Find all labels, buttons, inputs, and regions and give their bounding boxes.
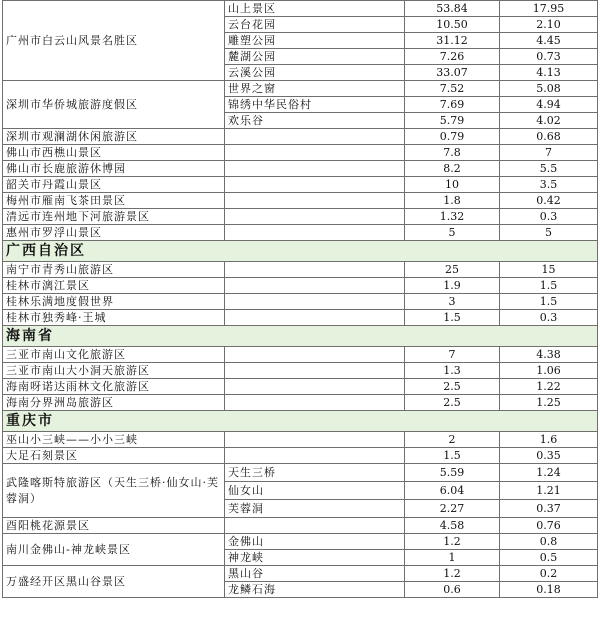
sub-area-name: 芙蓉洞	[225, 500, 405, 518]
value-2: 4.13	[500, 65, 598, 81]
region-title: 重庆市	[3, 411, 598, 432]
value-1: 0.79	[405, 129, 500, 145]
area-name: 深圳市观澜湖休闲旅游区	[3, 129, 225, 145]
value-1: 1.3	[405, 363, 500, 379]
area-name: 南宁市青秀山旅游区	[3, 262, 225, 278]
value-1: 3	[405, 294, 500, 310]
table-row	[3, 347, 598, 363]
value-1: 7.52	[405, 81, 500, 97]
table-row	[3, 1, 598, 17]
table-row	[3, 161, 598, 177]
area-name: 三亚市南山大小洞天旅游区	[3, 363, 225, 379]
area-name: 桂林市独秀峰·王城	[3, 310, 225, 326]
empty-cell	[225, 278, 405, 294]
value-2: 0.73	[500, 49, 598, 65]
sub-area-name: 欢乐谷	[225, 113, 405, 129]
area-name: 海南分界洲岛旅游区	[3, 395, 225, 411]
value-2: 1.5	[500, 294, 598, 310]
area-name: 桂林乐满地度假世界	[3, 294, 225, 310]
area-name: 佛山市长鹿旅游休博园	[3, 161, 225, 177]
value-1: 7.69	[405, 97, 500, 113]
value-2: 4.45	[500, 33, 598, 49]
area-name: 巫山小三峡——小小三峡	[3, 432, 225, 448]
sub-area-name: 云台花园	[225, 17, 405, 33]
table-row	[3, 379, 598, 395]
value-2: 1.6	[500, 432, 598, 448]
value-2: 0.76	[500, 518, 598, 534]
table-row	[3, 395, 598, 411]
area-name: 清远市连州地下河旅游景区	[3, 209, 225, 225]
region-header-hainan	[3, 326, 598, 347]
value-1: 0.6	[405, 582, 500, 598]
area-name: 万盛经开区黑山谷景区	[3, 566, 225, 598]
table-row	[3, 278, 598, 294]
value-2: 0.35	[500, 448, 598, 464]
value-2: 17.95	[500, 1, 598, 17]
table-row	[3, 363, 598, 379]
value-1: 2.5	[405, 379, 500, 395]
table-row	[3, 81, 598, 97]
empty-cell	[225, 347, 405, 363]
area-name: 桂林市漓江景区	[3, 278, 225, 294]
table-row	[3, 432, 598, 448]
area-name: 三亚市南山文化旅游区	[3, 347, 225, 363]
sub-area-name: 锦绣中华民俗村	[225, 97, 405, 113]
value-1: 1.5	[405, 448, 500, 464]
value-1: 1.9	[405, 278, 500, 294]
empty-cell	[225, 193, 405, 209]
value-2: 0.37	[500, 500, 598, 518]
value-2: 0.3	[500, 209, 598, 225]
table-row	[3, 464, 598, 482]
region-header-chongqing	[3, 411, 598, 432]
empty-cell	[225, 161, 405, 177]
value-2: 0.3	[500, 310, 598, 326]
value-1: 10.50	[405, 17, 500, 33]
sub-area-name: 龙鳞石海	[225, 582, 405, 598]
value-1: 25	[405, 262, 500, 278]
value-1: 2.5	[405, 395, 500, 411]
value-2: 1.24	[500, 464, 598, 482]
table-row	[3, 534, 598, 550]
value-1: 5.79	[405, 113, 500, 129]
value-1: 7	[405, 347, 500, 363]
empty-cell	[225, 209, 405, 225]
value-2: 5.08	[500, 81, 598, 97]
sub-area-name: 山上景区	[225, 1, 405, 17]
table-row	[3, 262, 598, 278]
region-title: 广西自治区	[3, 241, 598, 262]
table-row	[3, 225, 598, 241]
value-1: 2.27	[405, 500, 500, 518]
empty-cell	[225, 145, 405, 161]
value-1: 1.32	[405, 209, 500, 225]
value-1: 33.07	[405, 65, 500, 81]
sub-area-name: 仙女山	[225, 482, 405, 500]
value-1: 53.84	[405, 1, 500, 17]
value-1: 10	[405, 177, 500, 193]
value-1: 2	[405, 432, 500, 448]
value-1: 1	[405, 550, 500, 566]
table-row	[3, 209, 598, 225]
value-2: 0.8	[500, 534, 598, 550]
area-name: 大足石刻景区	[3, 448, 225, 464]
empty-cell	[225, 432, 405, 448]
value-2: 15	[500, 262, 598, 278]
table-row	[3, 310, 598, 326]
area-name: 韶关市丹霞山景区	[3, 177, 225, 193]
table-row	[3, 448, 598, 464]
value-1: 8.2	[405, 161, 500, 177]
value-2: 7	[500, 145, 598, 161]
area-name: 武隆喀斯特旅游区（天生三桥·仙女山·芙蓉洞）	[3, 464, 225, 518]
empty-cell	[225, 518, 405, 534]
area-name: 惠州市罗浮山景区	[3, 225, 225, 241]
value-2: 0.68	[500, 129, 598, 145]
table-row	[3, 566, 598, 582]
region-header-guangxi	[3, 241, 598, 262]
value-2: 0.5	[500, 550, 598, 566]
value-1: 31.12	[405, 33, 500, 49]
value-2: 4.02	[500, 113, 598, 129]
value-1: 7.26	[405, 49, 500, 65]
sub-area-name: 世界之窗	[225, 81, 405, 97]
region-title: 海南省	[3, 326, 598, 347]
empty-cell	[225, 379, 405, 395]
value-2: 0.18	[500, 582, 598, 598]
table-row	[3, 145, 598, 161]
area-name: 南川金佛山-神龙峡景区	[3, 534, 225, 566]
sub-area-name: 天生三桥	[225, 464, 405, 482]
value-1: 6.04	[405, 482, 500, 500]
area-name: 梅州市雁南飞茶田景区	[3, 193, 225, 209]
value-2: 1.25	[500, 395, 598, 411]
value-1: 4.58	[405, 518, 500, 534]
table-row	[3, 129, 598, 145]
value-2: 4.38	[500, 347, 598, 363]
value-2: 5.5	[500, 161, 598, 177]
area-name: 酉阳桃花源景区	[3, 518, 225, 534]
sub-area-name: 麓湖公园	[225, 49, 405, 65]
value-2: 1.5	[500, 278, 598, 294]
empty-cell	[225, 395, 405, 411]
value-1: 1.8	[405, 193, 500, 209]
value-2: 1.06	[500, 363, 598, 379]
value-2: 1.21	[500, 482, 598, 500]
empty-cell	[225, 225, 405, 241]
scenic-area-table	[2, 0, 598, 598]
value-2: 3.5	[500, 177, 598, 193]
value-1: 7.8	[405, 145, 500, 161]
value-2: 5	[500, 225, 598, 241]
empty-cell	[225, 129, 405, 145]
empty-cell	[225, 448, 405, 464]
value-2: 1.22	[500, 379, 598, 395]
empty-cell	[225, 294, 405, 310]
area-name: 佛山市西樵山景区	[3, 145, 225, 161]
value-1: 5.59	[405, 464, 500, 482]
area-name: 深圳市华侨城旅游度假区	[3, 81, 225, 129]
value-1: 1.2	[405, 566, 500, 582]
value-1: 1.2	[405, 534, 500, 550]
value-2: 0.2	[500, 566, 598, 582]
empty-cell	[225, 310, 405, 326]
sub-area-name: 神龙峡	[225, 550, 405, 566]
empty-cell	[225, 363, 405, 379]
value-2: 2.10	[500, 17, 598, 33]
value-1: 5	[405, 225, 500, 241]
table-row	[3, 177, 598, 193]
empty-cell	[225, 177, 405, 193]
sub-area-name: 云溪公园	[225, 65, 405, 81]
value-2: 0.42	[500, 193, 598, 209]
table-row	[3, 518, 598, 534]
sub-area-name: 雕塑公园	[225, 33, 405, 49]
value-2: 4.94	[500, 97, 598, 113]
table-row	[3, 193, 598, 209]
value-1: 1.5	[405, 310, 500, 326]
sub-area-name: 金佛山	[225, 534, 405, 550]
area-name: 广州市白云山风景名胜区	[3, 1, 225, 81]
sub-area-name: 黑山谷	[225, 566, 405, 582]
table-row	[3, 294, 598, 310]
area-name: 海南呀诺达雨林文化旅游区	[3, 379, 225, 395]
empty-cell	[225, 262, 405, 278]
